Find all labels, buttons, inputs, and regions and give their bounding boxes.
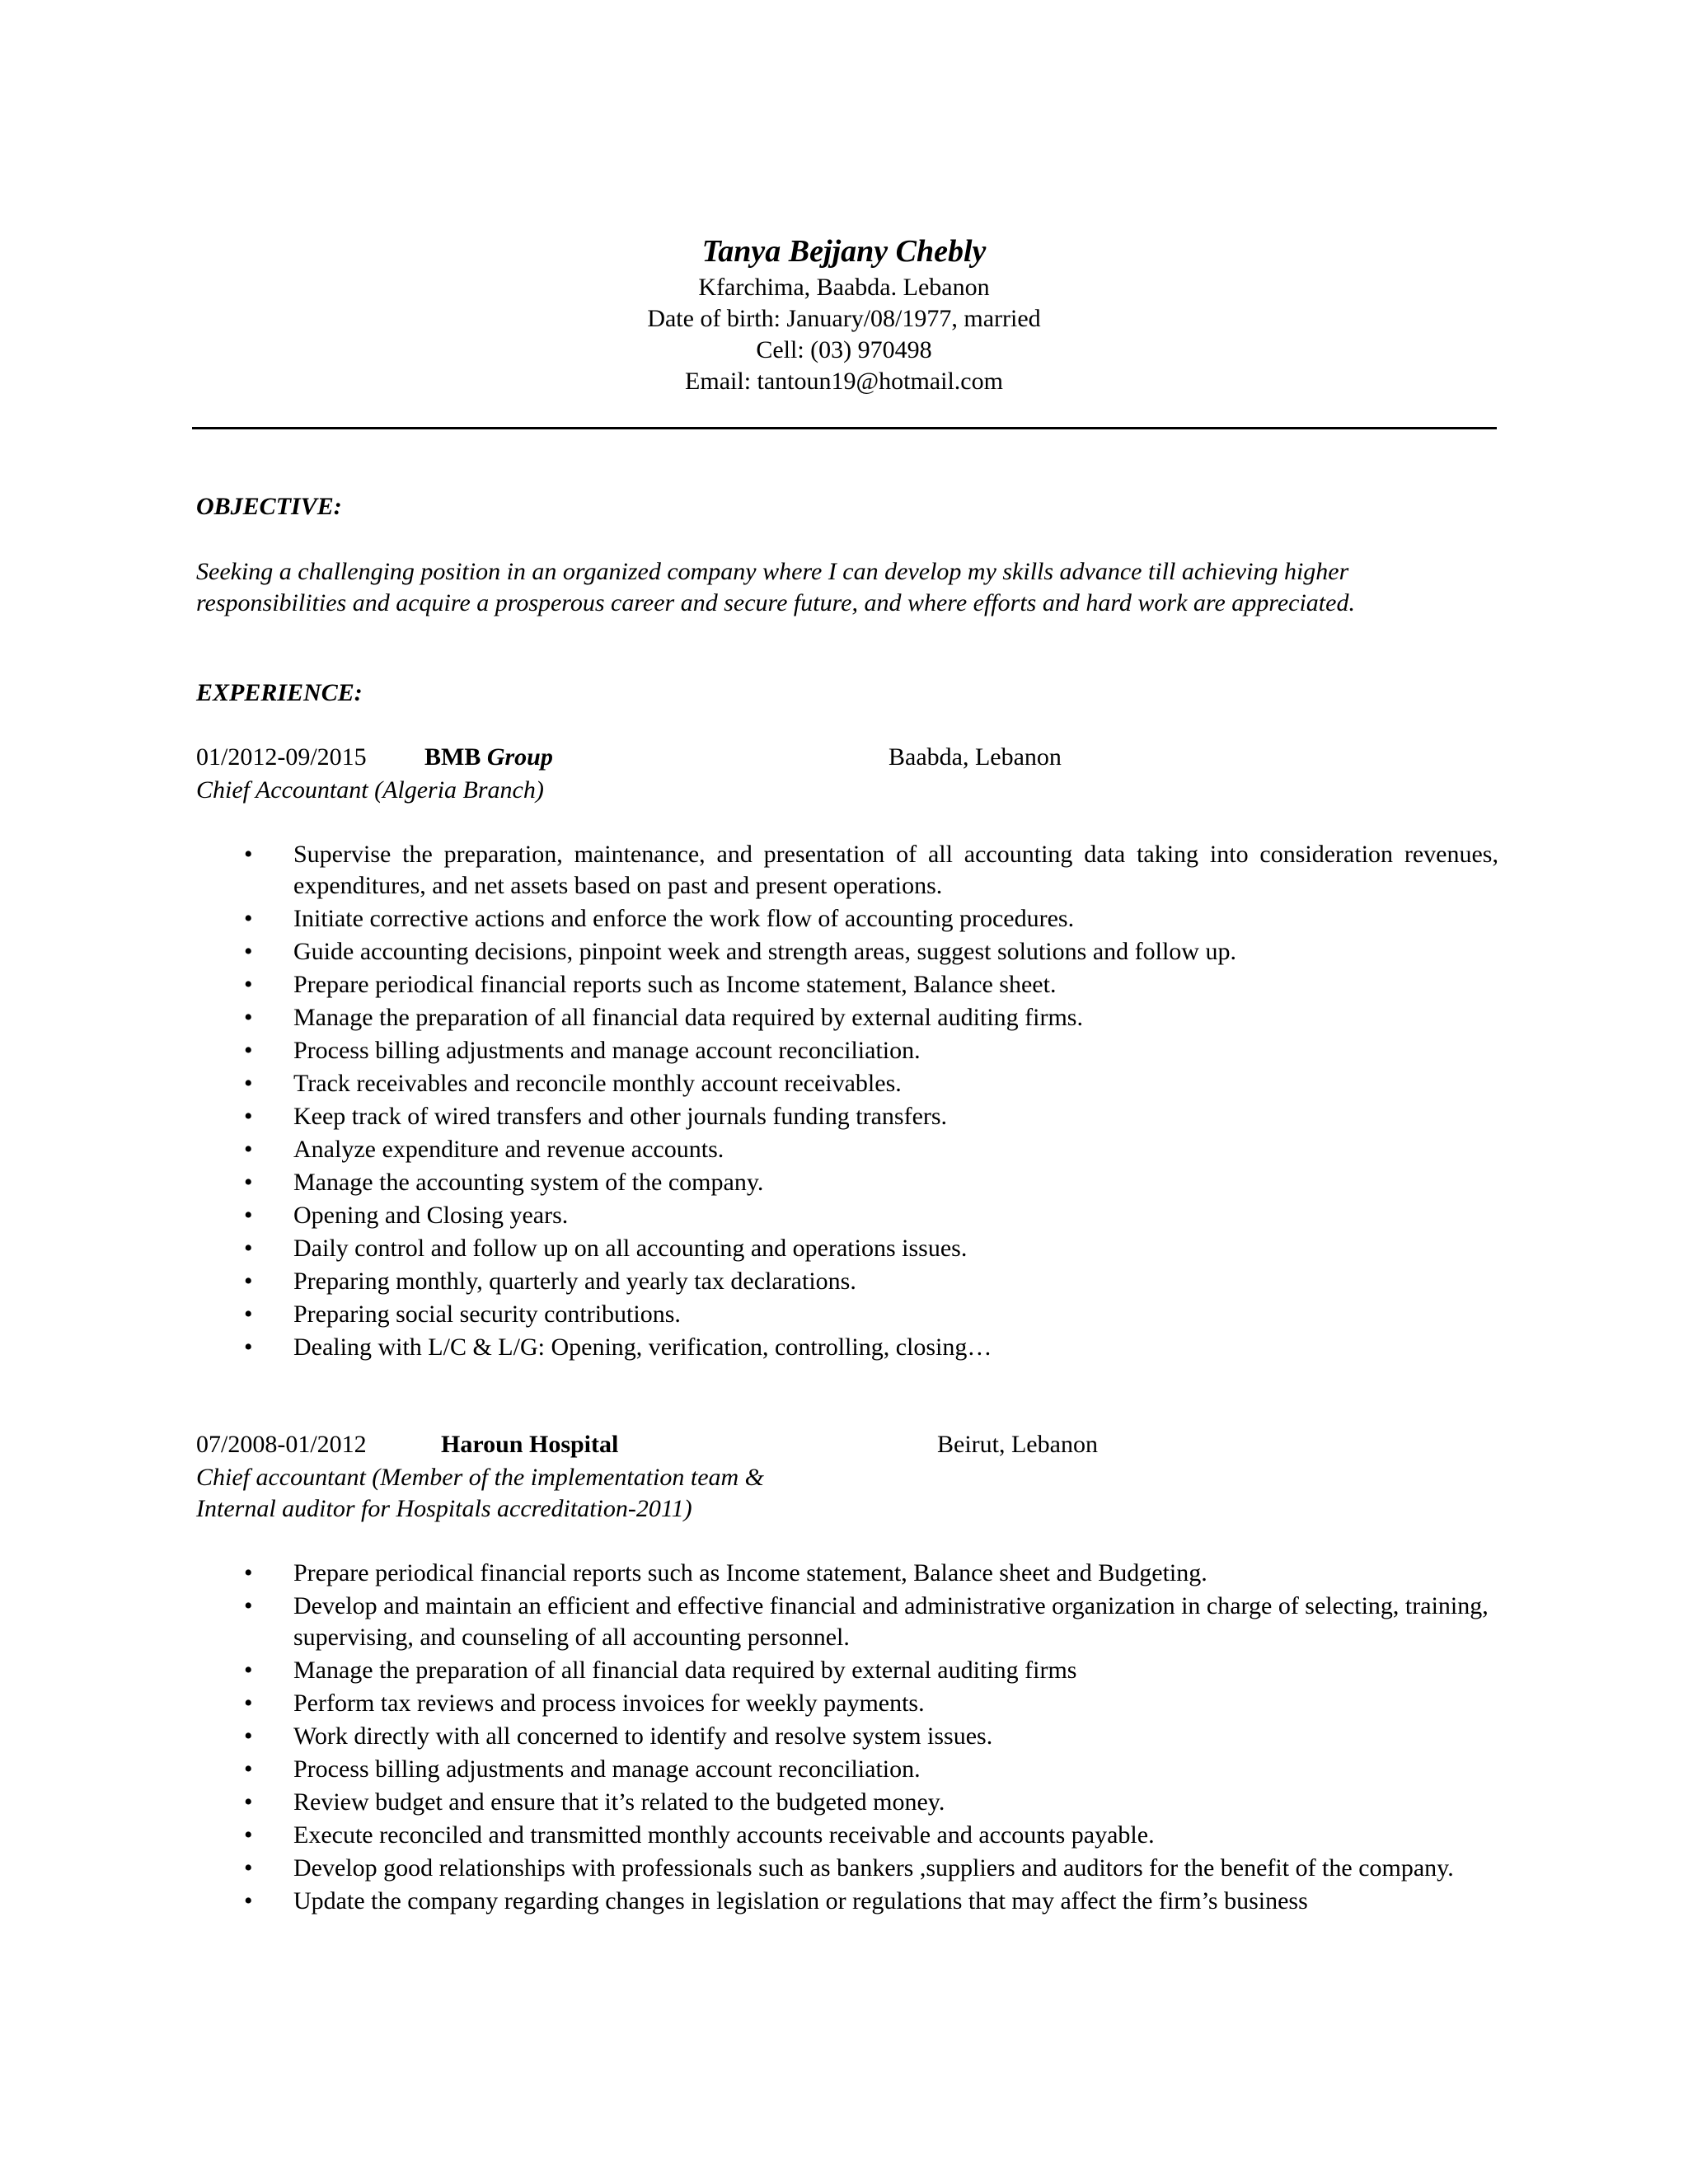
- job-2-bullet-list: [196, 1558, 1498, 1919]
- objective-text: Seeking a challenging position in an organized company where I can develop my skills advance till achieving higher responsibilities and acquire a prosperous career and secure future, and where efforts and hard work are appreciated.: [196, 558, 1355, 616]
- dob-line: Date of birth: January/08/1977, married: [647, 305, 1041, 332]
- cell-line: Cell: (03) 970498: [756, 336, 932, 363]
- bullet-icon: •: [244, 1690, 253, 1717]
- bullet-icon: •: [244, 1301, 253, 1328]
- list-item: • Preparing monthly, quarterly and yearly tax declarations.: [196, 1266, 1498, 1297]
- list-item: • Review budget and ensure that it’s related to the budgeted money.: [196, 1787, 1498, 1818]
- email-line: Email: tantoun19@hotmail.com: [685, 368, 1003, 395]
- job-1-role: Chief Accountant (Algeria Branch): [196, 776, 544, 804]
- list-item: • Supervise the preparation, maintenance, and presentation of all accounting data taking into consideration revenues, expenditures, and net assets based on past and present operations.: [244, 841, 1498, 899]
- bullet-icon: •: [244, 1788, 253, 1816]
- list-item: • Keep track of wired transfers and other journals funding transfers.: [196, 1101, 1498, 1132]
- list-item: • Process billing adjustments and manage account reconciliation.: [196, 1035, 1498, 1066]
- list-item: • Prepare periodical financial reports such as Income statement, Balance sheet and Budgeting.: [196, 1558, 1498, 1589]
- list-item: • Opening and Closing years.: [196, 1200, 1498, 1231]
- list-item: • Develop and maintain an efficient and effective financial and administrative organization in charge of selecting, training, supervising, and counseling of all accounting personnel.: [244, 1592, 1489, 1651]
- bullet-icon: •: [244, 938, 253, 965]
- list-item: • Track receivables and reconcile monthly account receivables.: [196, 1068, 1498, 1099]
- list-item: • Manage the preparation of all financial data required by external auditing firms.: [196, 1002, 1498, 1033]
- candidate-name: Tanya Bejjany Chebly: [701, 234, 987, 269]
- header-divider: [192, 427, 1497, 429]
- bullet-icon: •: [244, 971, 253, 998]
- list-item: • Perform tax reviews and process invoices for weekly payments.: [196, 1688, 1498, 1719]
- list-item: • Update the company regarding changes in legislation or regulations that may affect the firm’s business: [196, 1886, 1498, 1917]
- bullet-icon: •: [244, 1169, 253, 1196]
- job-2-role: Chief accountant (Member of the implementation team &: [196, 1464, 765, 1491]
- list-item: • Guide accounting decisions, pinpoint week and strength areas, suggest solutions and follow up.: [196, 936, 1498, 968]
- list-item: • Daily control and follow up on all accounting and operations issues.: [196, 1233, 1498, 1264]
- bullet-icon: •: [244, 1070, 253, 1097]
- bullet-icon: •: [244, 1235, 253, 1262]
- list-item: • Manage the preparation of all financial data required by external auditing firms: [196, 1655, 1498, 1686]
- job-1-company: [424, 742, 553, 773]
- job-2-location: Beirut, Lebanon: [937, 1431, 1098, 1458]
- bullet-icon: •: [244, 1821, 253, 1849]
- list-item: • Develop good relationships with professionals such as bankers ,suppliers and auditors for the benefit of the company.: [196, 1853, 1498, 1884]
- list-item: • Dealing with L/C & L/G: Opening, verification, controlling, closing…: [196, 1332, 1498, 1363]
- bullet-icon: •: [244, 1333, 253, 1361]
- objective-title: OBJECTIVE:: [196, 493, 342, 520]
- list-item: • Process billing adjustments and manage account reconciliation.: [196, 1754, 1498, 1785]
- bullet-icon: •: [244, 1854, 253, 1882]
- job-2-company: Haroun Hospital: [441, 1431, 619, 1458]
- list-item: • Analyze expenditure and revenue accounts.: [196, 1134, 1498, 1165]
- job-1-dates: 01/2012-09/2015: [196, 743, 367, 771]
- bullet-icon: •: [244, 1136, 253, 1163]
- bullet-icon: •: [244, 1037, 253, 1064]
- job-2-dates: 07/2008-01/2012: [196, 1431, 367, 1458]
- bullet-icon: •: [244, 1004, 253, 1031]
- bullet-icon: •: [244, 1268, 253, 1295]
- bullet-icon: •: [244, 1592, 253, 1619]
- list-item: • Preparing social security contributions.: [196, 1299, 1498, 1330]
- job-1-bullet-list: [196, 839, 1498, 1365]
- job-1-company-suffix: Group: [486, 743, 553, 771]
- bullet-icon: •: [244, 1103, 253, 1130]
- bullet-icon: •: [244, 905, 253, 932]
- bullet-icon: •: [244, 841, 253, 868]
- job-1-location: Baabda, Lebanon: [889, 743, 1062, 771]
- list-item: • Work directly with all concerned to identify and resolve system issues.: [196, 1721, 1498, 1752]
- bullet-icon: •: [244, 1722, 253, 1750]
- list-item: • Manage the accounting system of the company.: [196, 1167, 1498, 1198]
- bullet-icon: •: [244, 1755, 253, 1783]
- job-1-company-name: BMB: [424, 743, 481, 771]
- bullet-icon: •: [244, 1657, 253, 1684]
- job-2-role-continued: Internal auditor for Hospitals accreditation-2011): [196, 1495, 692, 1522]
- list-item: • Execute reconciled and transmitted monthly accounts receivable and accounts payable.: [196, 1820, 1498, 1851]
- list-item: • Initiate corrective actions and enforce the work flow of accounting procedures.: [196, 903, 1498, 935]
- bullet-icon: •: [244, 1887, 253, 1915]
- bullet-icon: •: [244, 1559, 253, 1586]
- experience-title: EXPERIENCE:: [196, 679, 363, 706]
- list-item: • Prepare periodical financial reports such as Income statement, Balance sheet.: [196, 969, 1498, 1001]
- resume-header: [0, 231, 1688, 397]
- bullet-icon: •: [244, 1202, 253, 1229]
- address-line: Kfarchima, Baabda. Lebanon: [698, 274, 990, 301]
